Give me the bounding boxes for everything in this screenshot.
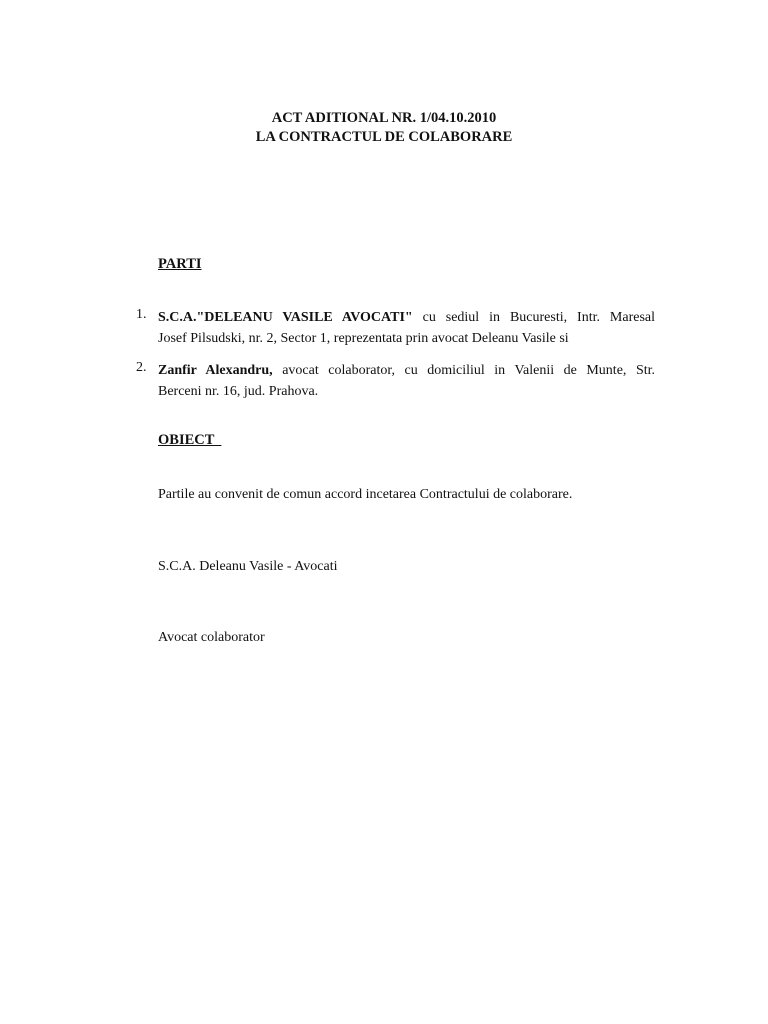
parti-heading: PARTI <box>158 256 202 272</box>
party-name: S.C.A."DELEANU VASILE AVOCATI" <box>158 310 413 325</box>
party-text: avocat colaborator, cu domiciliul in Valenii de Munte, Str. <box>272 363 656 378</box>
list-item-body <box>158 360 655 402</box>
list-item-line2: Josef Pilsudski, nr. 2, Sector 1, reprezentata prin avocat Deleanu Vasile si <box>158 331 569 346</box>
signature-collaborator: Avocat colaborator <box>158 630 265 645</box>
list-item-line2: Berceni nr. 16, jud. Prahova. <box>158 384 319 399</box>
signature-firm: S.C.A. Deleanu Vasile - Avocati <box>158 559 338 574</box>
document-title-line1: ACT ADITIONAL NR. 1/04.10.2010 <box>271 110 497 126</box>
obiect-text: Partile au convenit de comun accord incetarea Contractului de colaborare. <box>158 487 573 502</box>
list-item-number: 2. <box>136 360 147 375</box>
list-item-body <box>158 307 655 349</box>
obiect-heading: OBIECT <box>158 432 222 448</box>
list-item-line1 <box>158 360 655 381</box>
party-name: Zanfir Alexandru, <box>158 363 273 378</box>
party-text: cu sediul in Bucuresti, Intr. Maresal <box>412 310 655 325</box>
document-title-line2: LA CONTRACTUL DE COLABORARE <box>255 129 513 145</box>
list-item-line1 <box>158 307 655 328</box>
list-item-number: 1. <box>136 307 147 322</box>
